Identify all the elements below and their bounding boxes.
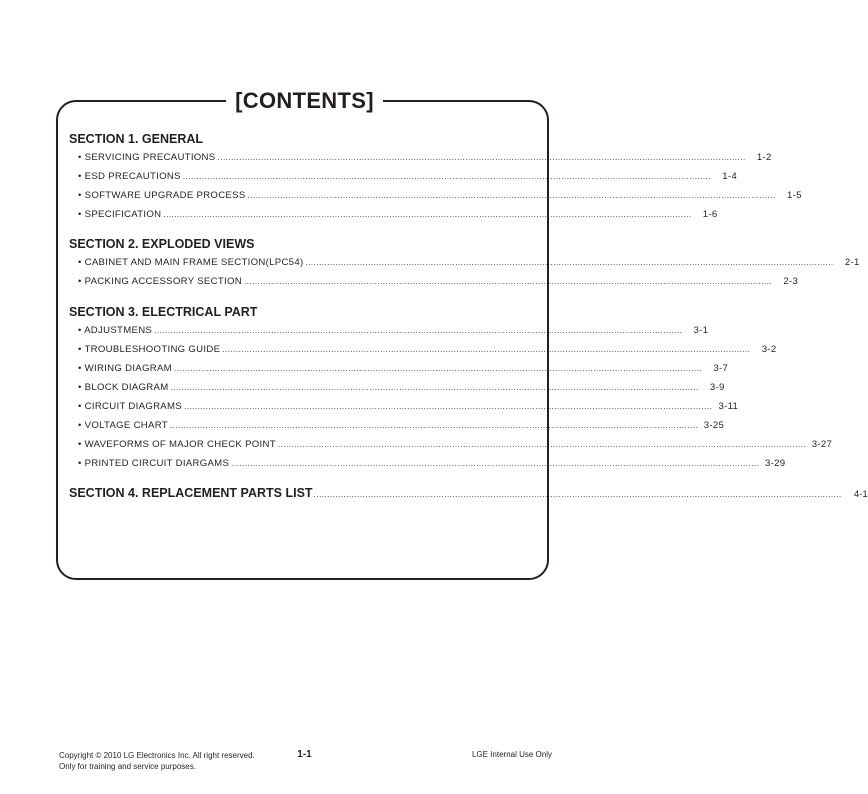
- toc-item-page: 3-2: [761, 344, 777, 355]
- toc-item[interactable]: [78, 401, 739, 415]
- toc-item[interactable]: [78, 190, 802, 204]
- toc-item-page: 3-9: [709, 382, 725, 393]
- toc-item-label: • PACKING ACCESSORY SECTION: [78, 276, 242, 287]
- section-4-heading: SECTION 4. REPLACEMENT PARTS LIST: [69, 486, 313, 500]
- toc-item-page: 3-11: [718, 401, 739, 412]
- toc-item[interactable]: [78, 325, 709, 339]
- toc-item[interactable]: [78, 363, 729, 377]
- toc-item-page: 3-25: [703, 420, 725, 431]
- toc-item-label: • CABINET AND MAIN FRAME SECTION(LPC54): [78, 257, 304, 268]
- toc-item[interactable]: [78, 420, 725, 434]
- dot-leader: ..................................................................................................................................................................................................: [243, 277, 773, 286]
- toc-item-page: 1-6: [702, 209, 718, 220]
- dot-leader: ..................................................................................................................................................................................................: [182, 172, 712, 181]
- toc-item-label: • ESD PRECAUTIONS: [78, 171, 181, 182]
- toc-item-page: 1-4: [722, 171, 738, 182]
- dot-leader: ..................................................................................................................................................................................................: [170, 383, 699, 392]
- footer-page-number: 1-1: [297, 749, 312, 760]
- section-4-page: 4-1: [853, 489, 868, 500]
- toc-item-page: 3-27: [811, 439, 833, 450]
- dot-leader: ..................................................................................................................................................................................................: [305, 258, 834, 267]
- toc-item[interactable]: [78, 382, 725, 396]
- toc-item-page: 1-2: [756, 152, 772, 163]
- footer-internal: LGE Internal Use Only: [471, 750, 552, 759]
- toc-item[interactable]: [78, 209, 718, 223]
- dot-leader: ..................................................................................................................................................................................................: [222, 345, 751, 354]
- toc-item-label: • SERVICING PRECAUTIONS: [78, 152, 216, 163]
- toc-item[interactable]: [78, 171, 738, 185]
- toc-item-page: 2-1: [844, 257, 860, 268]
- toc-item-label: • VOLTAGE CHART: [78, 420, 168, 431]
- dot-leader: ..................................................................................................................................................................................................: [231, 459, 760, 468]
- dot-leader: ..................................................................................................................................................................................................: [184, 402, 713, 411]
- toc-item-label: • BLOCK DIAGRAM: [78, 382, 169, 393]
- toc-item-label: • CIRCUIT DIAGRAMS: [78, 401, 182, 412]
- page-title-wrap: [0, 84, 609, 121]
- dot-leader: ..................................................................................................................................................................................................: [173, 364, 703, 373]
- toc-item-label: • ADJUSTMENS: [78, 325, 153, 336]
- toc-item[interactable]: [78, 344, 777, 358]
- toc-item[interactable]: [78, 276, 799, 290]
- toc-item-page: 1-5: [786, 190, 802, 201]
- dot-leader: ..................................................................................................................................................................................................: [169, 421, 699, 430]
- dot-leader: ..................................................................................................................................................................................................: [163, 210, 692, 219]
- dot-leader: ..................................................................................................................................................................................................: [154, 326, 683, 335]
- section-3-heading: SECTION 3. ELECTRICAL PART: [69, 305, 258, 319]
- section-4-entry[interactable]: [69, 486, 868, 502]
- toc-item-label: • WAVEFORMS OF MAJOR CHECK POINT: [78, 439, 276, 450]
- footer-notice: Only for training and service purposes.: [59, 762, 196, 771]
- toc-item[interactable]: [78, 458, 786, 472]
- section-1-heading: SECTION 1. GENERAL: [69, 132, 204, 146]
- toc-item-page: 3-29: [764, 458, 786, 469]
- toc-item-label: • TROUBLESHOOTING GUIDE: [78, 344, 221, 355]
- toc-item-page: 3-7: [713, 363, 729, 374]
- toc-item[interactable]: [78, 257, 860, 271]
- dot-leader: ..................................................................................................................................................................................................: [247, 191, 776, 200]
- toc-item-label: • WIRING DIAGRAM: [78, 363, 172, 374]
- dot-leader: ..................................................................................................................................................................................................: [217, 153, 746, 162]
- footer-copyright: Copyright © 2010 LG Electronics Inc. All right reserved.: [59, 751, 255, 760]
- toc-item-label: • SPECIFICATION: [78, 209, 162, 220]
- toc-item-label: • SOFTWARE UPGRADE PROCESS: [78, 190, 246, 201]
- page-title: [CONTENTS]: [226, 84, 383, 118]
- dot-leader: ..................................................................................................................................................................................................: [313, 490, 842, 499]
- toc-item[interactable]: [78, 152, 772, 166]
- toc-item-page: 2-3: [783, 276, 799, 287]
- section-2-heading: SECTION 2. EXPLODED VIEWS: [69, 237, 255, 251]
- toc-item[interactable]: [78, 439, 833, 453]
- toc-item-label: • PRINTED CIRCUIT DIARGAMS: [78, 458, 230, 469]
- dot-leader: ..................................................................................................................................................................................................: [277, 440, 807, 449]
- toc-item-page: 3-1: [693, 325, 709, 336]
